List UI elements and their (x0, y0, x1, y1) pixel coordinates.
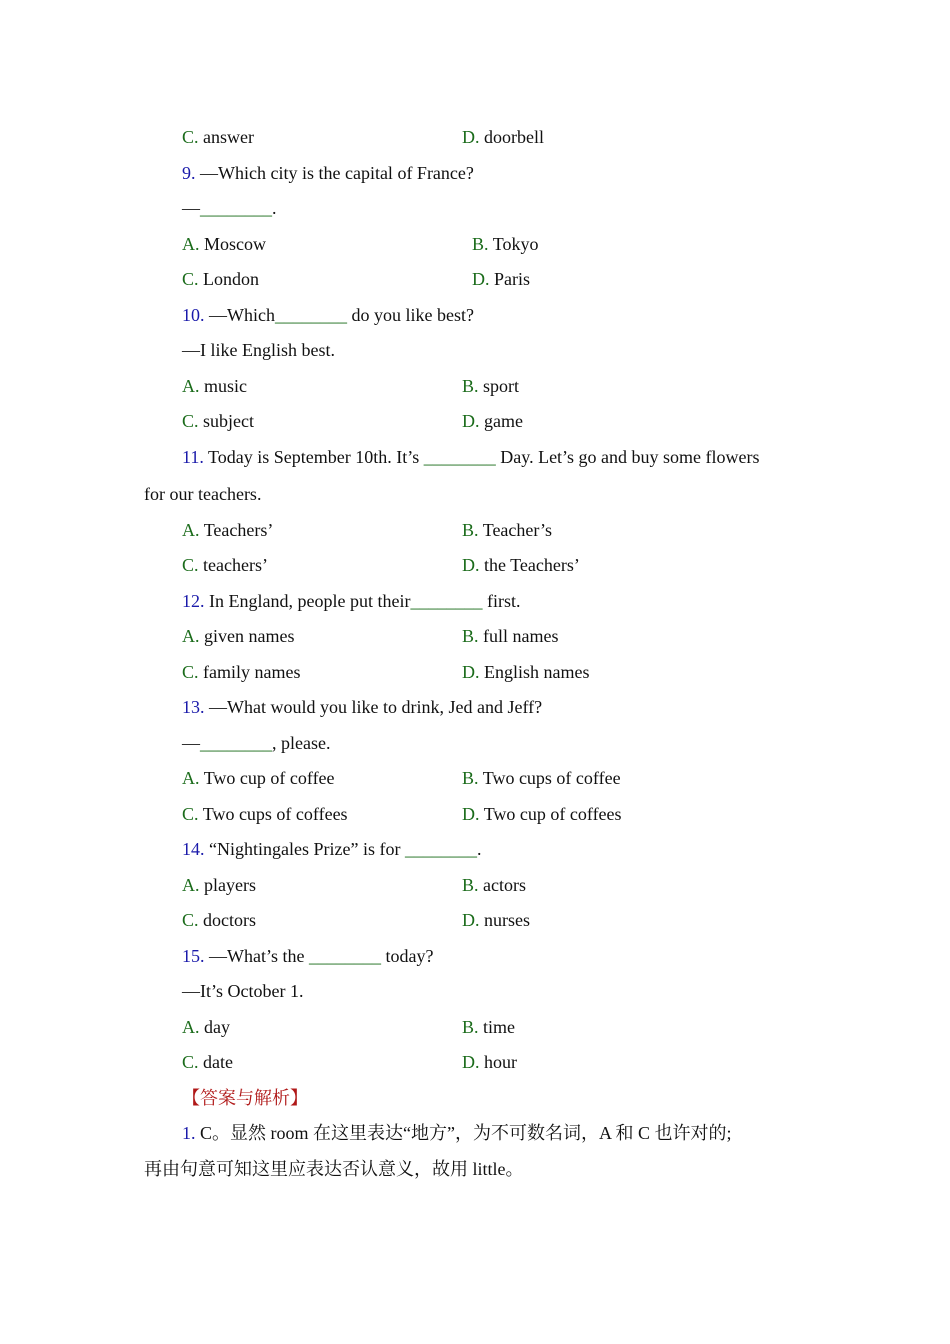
q13-option-b: B. Two cups of coffee (462, 768, 621, 788)
q13-option-c: C. Two cups of coffees (182, 804, 348, 824)
q13-option-d: D. Two cup of coffees (462, 804, 622, 824)
q8-option-d: D. doorbell (462, 127, 544, 147)
q15-option-a: A. day (182, 1017, 230, 1037)
q12-stem: 12. In England, people put their________ first. (182, 591, 521, 611)
q8-option-c: C. answer (182, 127, 254, 147)
q14-option-c: C. doctors (182, 910, 257, 930)
q15-reply: —It’s October 1. (182, 981, 304, 1001)
q10-stem: 10. —Which________ do you like best? (182, 305, 474, 325)
q12-option-a: A. given names (182, 626, 295, 646)
q12-option-d: D. English names (462, 662, 590, 682)
q15-option-c: C. date (182, 1052, 233, 1072)
q10-option-d: D. game (462, 411, 523, 431)
q13-stem: 13. —What would you like to drink, Jed and Jeff? (182, 697, 543, 717)
q14-option-a: A. players (182, 875, 256, 895)
q14-option-b: B. actors (462, 875, 526, 895)
q10-option-c: C. subject (182, 411, 255, 431)
q11-option-d: D. the Teachers’ (462, 555, 580, 575)
q9-option-d: D. Paris (472, 269, 530, 289)
q10-option-a: A. music (182, 376, 247, 396)
q9-option-b: B. Tokyo (472, 234, 539, 254)
q9-option-a: A. Moscow (182, 234, 266, 254)
q11-option-b: B. Teacher’s (462, 520, 553, 540)
q13-reply: —________, please. (182, 733, 331, 753)
q12-option-c: C. family names (182, 662, 301, 682)
q15-stem: 15. —What’s the ________ today? (182, 946, 434, 966)
answer-1-continued: 再由句意可知这里应表达否认意义，故用 little。 (144, 1159, 524, 1179)
q15-option-b: B. time (462, 1017, 516, 1037)
q10-reply: —I like English best. (182, 340, 335, 360)
q11-option-c: C. teachers’ (182, 555, 268, 575)
q9-option-c: C. London (182, 269, 260, 289)
q11-option-a: A. Teachers’ (182, 520, 274, 540)
q10-option-b: B. sport (462, 376, 520, 396)
q13-option-a: A. Two cup of coffee (182, 768, 335, 788)
q14-option-d: D. nurses (462, 910, 530, 930)
q9-reply: —________. (182, 198, 277, 218)
answer-1: 1. C。显然 room 在这里表达“地方”，为不可数名词，A 和 C 也许对的; (182, 1123, 732, 1143)
q9-stem: 9. —Which city is the capital of France? (182, 163, 474, 183)
q14-stem: 14. “Nightingales Prize” is for ________. (182, 839, 482, 859)
q11-stem-continued: for our teachers. (144, 484, 262, 504)
q12-option-b: B. full names (462, 626, 559, 646)
answers-heading: 【答案与解析】 (182, 1088, 308, 1108)
q15-option-d: D. hour (462, 1052, 517, 1072)
q11-stem: 11. Today is September 10th. It’s ________ Day. Let’s go and buy some flowers (182, 447, 760, 467)
